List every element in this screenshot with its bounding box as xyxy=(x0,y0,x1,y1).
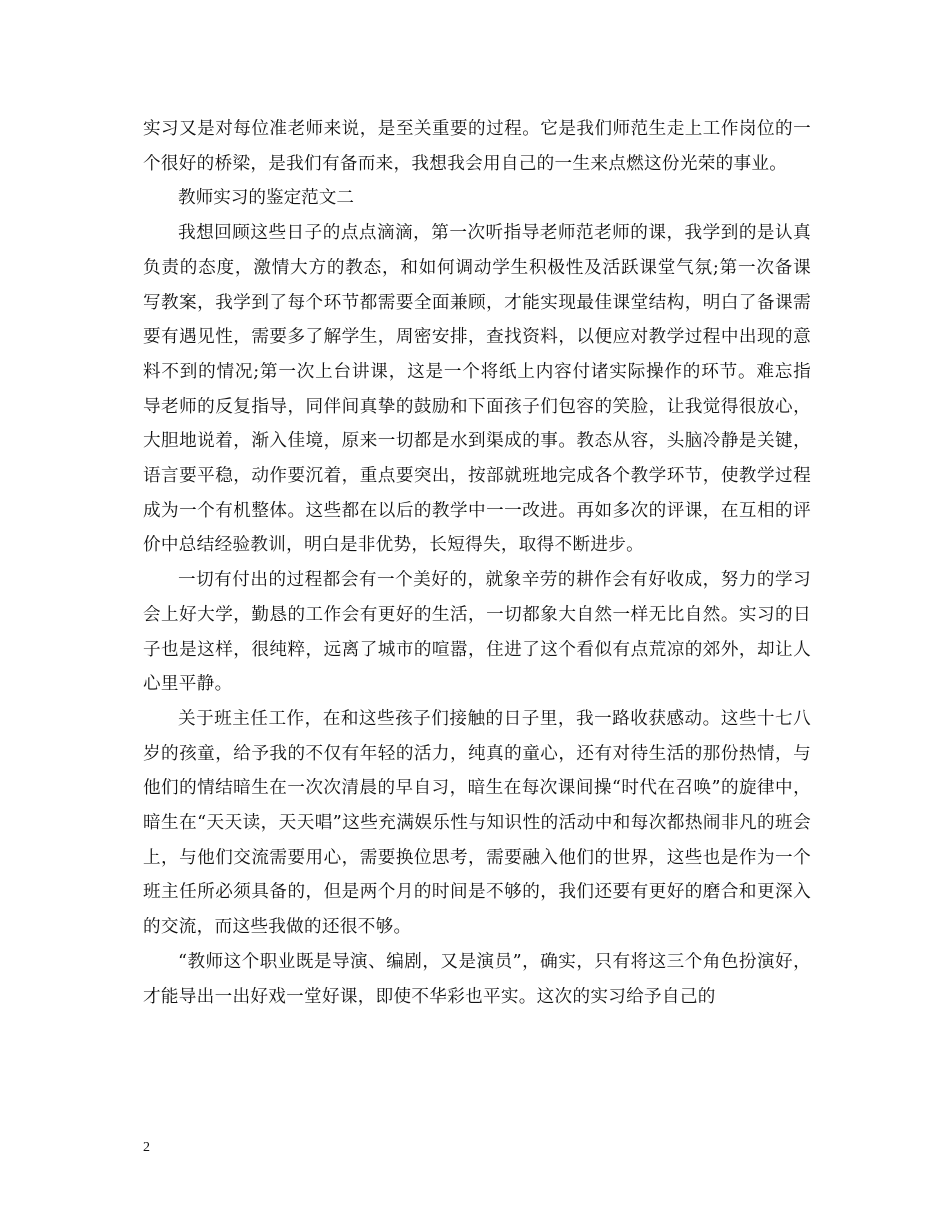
paragraph-roles: “教师这个职业既是导演、编剧，又是演员”，确实，只有将这三个角色扮演好，才能导出一出好戏一堂好课，即使不华彩也平实。这次的实习给予自己的 xyxy=(143,951,811,1007)
paragraph-effort: 一切有付出的过程都会有一个美好的，就象辛劳的耕作会有好收成，努力的学习会上好大学，勤恳的工作会有更好的生活，一切都象大自然一样无比自然。实习的日子也是这样，很纯粹，远离了城市的喧嚣，住进了这个看似有点荒凉的郊外，却让人心里平静。 xyxy=(143,570,811,695)
paragraph-class-teacher: 关于班主任工作，在和这些孩子们接触的日子里，我一路收获感动。这些十七八岁的孩童，给予我的不仅有年轻的活力，纯真的童心，还有对待生活的那份热情，与他们的情结暗生在一次次清晨的早自习，暗生在每次课间操“时代在召唤”的旋律中，暗生在“天天读，天天唱”这些充满娱乐性与知识性的活动中和每次都热闹非凡的班会上，与他们交流需要用心，需要换位思考，需要融入他们的世界，这些也是作为一个班主任所必须具备的，但是两个月的时间是不够的，我们还要有更好的磨合和更深入的交流，而这些我做的还很不够。 xyxy=(143,708,811,938)
paragraph-continuation: 实习又是对每位准老师来说，是至关重要的过程。它是我们师范生走上工作岗位的一个很好的桥梁，是我们有备而来，我想我会用自己的一生来点燃这份光荣的事业。 xyxy=(143,119,811,174)
section-heading: 教师实习的鉴定范文二 xyxy=(178,188,354,209)
document-page xyxy=(143,112,811,1014)
paragraph-review: 我想回顾这些日子的点点滴滴，第一次听指导老师范老师的课，我学到的是认真负责的态度，激情大方的教态，和如何调动学生积极性及活跃课堂气氛;第一次备课写教案，我学到了每个环节都需要全面兼顾，才能实现最佳课堂结构，明白了备课需要有遇见性，需要多了解学生，周密安排，查找资料，以便应对教学过程中出现的意料不到的情况;第一次上台讲课，这是一个将纸上内容付诸实际操作的环节。难忘指导老师的反复指导，同伴间真挚的鼓励和下面孩子们包容的笑脸，让我觉得很放心，大胆地说着，渐入佳境，原来一切都是水到渠成的事。教态从容，头脑冷静是关键，语言要平稳，动作要沉着，重点要突出，按部就班地完成各个教学环节，使教学过程成为一个有机整体。这些都在以后的教学中一一改进。再如多次的评课，在互相的评价中总结经验教训，明白是非优势，长短得失，取得不断进步。 xyxy=(143,223,811,556)
page-number: 2 xyxy=(143,1140,150,1155)
